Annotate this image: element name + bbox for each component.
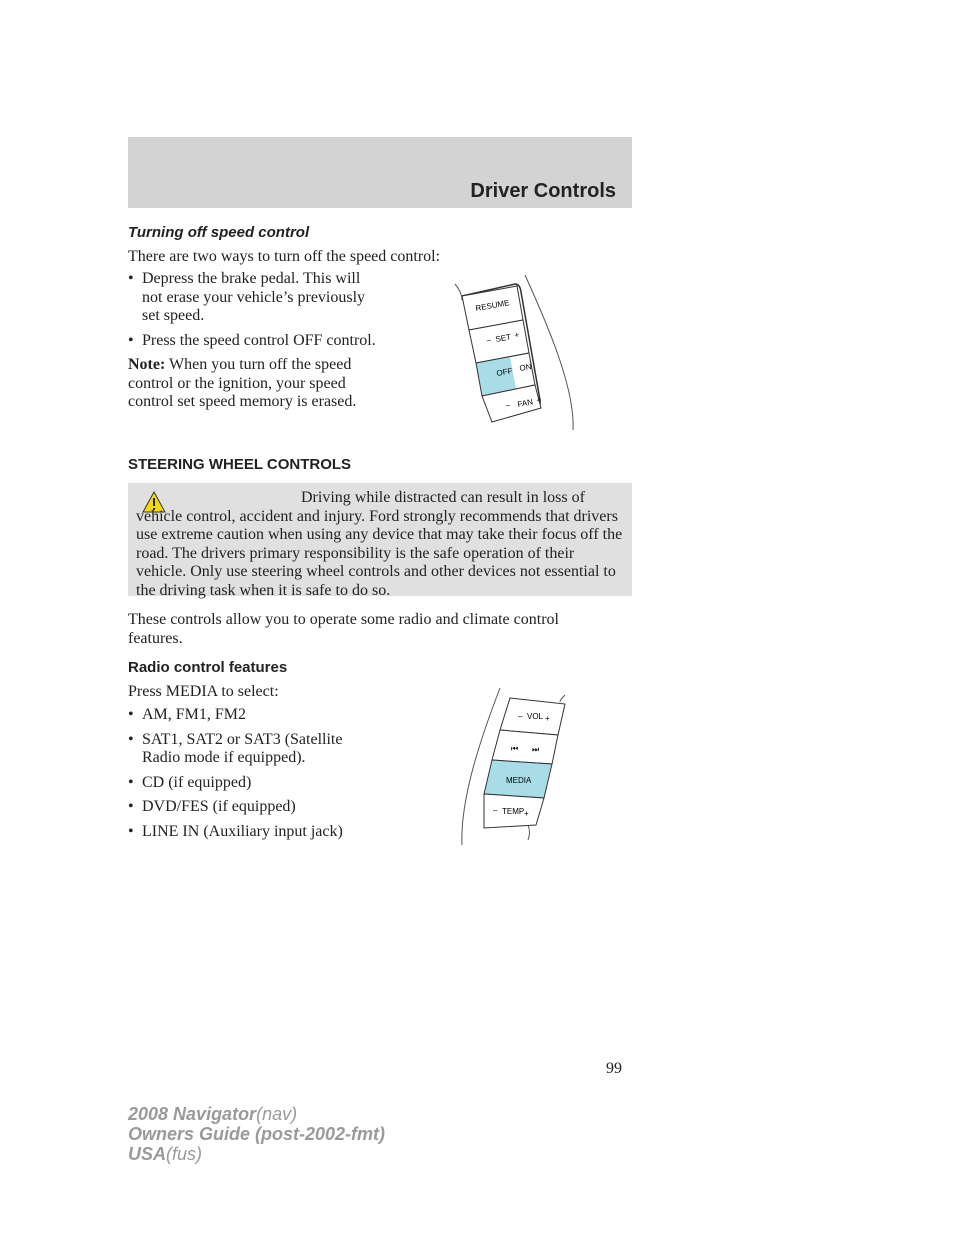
footer-guide: Owners Guide (post-2002-fmt) [128, 1124, 386, 1144]
list-item: • LINE IN (Auxiliary input jack) [128, 823, 383, 842]
list-item: • AM, FM1, FM2 [128, 706, 383, 725]
set-label: SET [494, 332, 512, 344]
radio-heading: Radio control features [128, 659, 288, 676]
next-track-icon: ⏭ [532, 745, 540, 754]
steering-intro: These controls allow you to operate some radio and climate control features. [128, 611, 559, 647]
media-label: MEDIA [506, 776, 532, 785]
plus-label: + [513, 330, 520, 340]
footer-market-code: (fus) [166, 1144, 203, 1164]
speed-control-illustration [440, 270, 590, 440]
fan-label: FAN [516, 397, 534, 409]
resume-label: RESUME [474, 298, 511, 313]
temp-label: TEMP [502, 807, 525, 816]
list-item: • SAT1, SAT2 or SAT3 (Satellite Radio mode if equipped). [128, 731, 383, 768]
previous-track-icon: ⏮ [511, 744, 519, 753]
footer-model: 2008 Navigator [128, 1104, 257, 1124]
note [128, 356, 383, 412]
speed-control-heading: Turning off speed control [128, 224, 310, 241]
section-header-bar [128, 137, 632, 208]
vol-label: VOL [527, 712, 544, 721]
minus-label: – [485, 335, 492, 345]
minus-label: – [493, 806, 498, 815]
page-number: 99 [606, 1060, 622, 1077]
footer-model-code: (nav) [256, 1104, 298, 1124]
note-label: Note: [128, 356, 166, 373]
warning-box [128, 483, 632, 599]
list-item: • CD (if equipped) [128, 774, 383, 793]
off-label: OFF [495, 366, 514, 378]
plus-label: + [535, 395, 542, 405]
footer [128, 1104, 385, 1164]
steering-heading: STEERING WHEEL CONTROLS [128, 456, 352, 473]
radio-controls-illustration [440, 660, 590, 850]
note-text: When you turn off the speed control or the ignition, your speed control set speed memory is erased. [128, 356, 357, 410]
section-title: Driver Controls [470, 180, 616, 202]
radio-intro: Press MEDIA to select: [128, 683, 279, 700]
list-item: • DVD/FES (if equipped) [128, 798, 383, 817]
plus-label: + [524, 809, 529, 818]
list-item: • Depress the brake pedal. This will not erase your vehicle’s previously set speed. [128, 270, 383, 326]
list-item: • Press the speed control OFF control. [128, 332, 383, 351]
speed-control-intro: There are two ways to turn off the speed control: [128, 248, 441, 265]
warning-text: Driving while distracted can result in loss of vehicle control, accident and injury. Ford strongly recommends that drivers use extreme caution when using any device that may take their focus off the road. The drivers primary responsibility is the safe operation of their vehicle. Only use steering wheel controls and other devices not essential to the driving task when it is safe to do so. [136, 489, 623, 599]
minus-label: – [504, 400, 511, 410]
footer-market: USA [128, 1144, 167, 1164]
on-label: ON [518, 362, 533, 373]
minus-label: – [518, 712, 523, 721]
plus-label: + [545, 714, 550, 723]
